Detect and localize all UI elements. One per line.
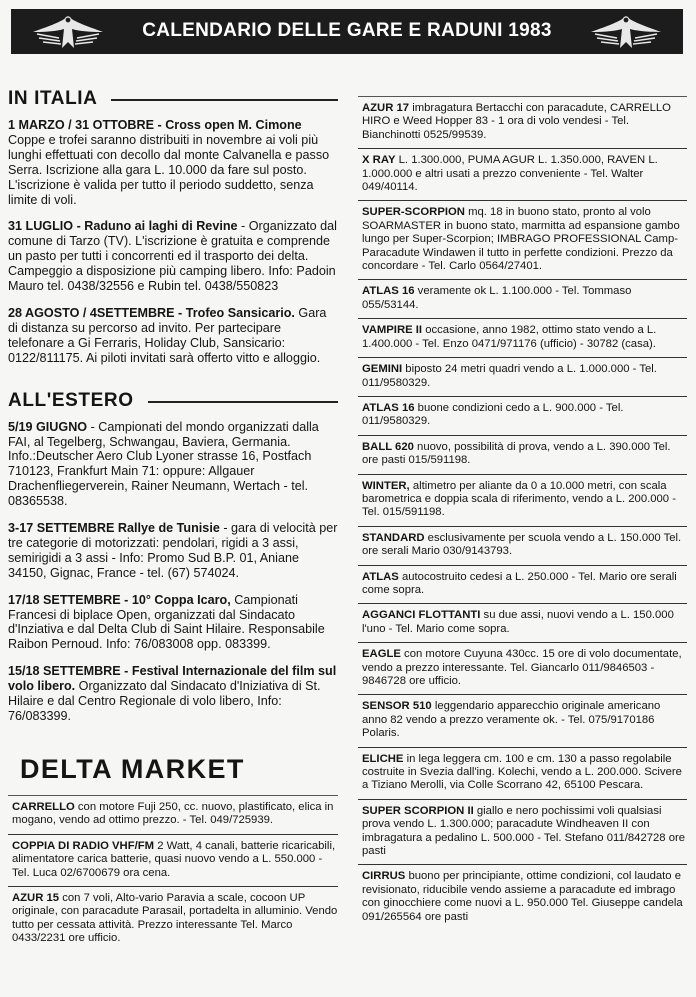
estero-events — [8, 420, 338, 724]
event-entry — [8, 521, 338, 581]
classified-ad — [358, 357, 687, 396]
ad-text: autocostruito cedesi a L. 250.000 - Tel. Mario ore serali come sopra. — [362, 570, 677, 596]
classified-ad — [358, 799, 687, 865]
ad-text: altimetro per aliante da 0 a 10.000 metri, con scala barometrica e doppia scala di riferimento, vendo a L. 200.000 - Tel. 015/591198. — [362, 479, 676, 519]
ad-text: con motore Cuyuna 430cc. 15 ore di volo documentate, vendo a prezzo interessante. Tel. Giancarlo 011/9846503 - 9846728 ore ufficio. — [362, 648, 682, 687]
ad-title: ATLAS — [362, 570, 399, 583]
event-entry — [8, 593, 338, 653]
event-entry — [8, 219, 338, 294]
ad-title: VAMPIRE II — [362, 324, 423, 337]
event-entry — [8, 306, 338, 366]
italia-section-header — [8, 88, 338, 110]
event-title: 15/18 SETTEMBRE - Festival Internazionale del film sul volo libero. — [8, 664, 337, 694]
event-entry — [8, 118, 338, 207]
classified-ad — [358, 565, 687, 604]
event-title: 31 LUGLIO - Raduno ai laghi di Revine — [8, 219, 238, 234]
classified-ad — [358, 526, 687, 565]
page-title: CALENDARIO DELLE GARE E RADUNI 1983 — [142, 20, 552, 41]
ad-title: CIRRUS — [362, 870, 406, 883]
ad-title: ATLAS 16 — [362, 401, 415, 414]
event-text: Coppe e trofei saranno distribuiti in novembre ai voli più lunghi effettuati con decollo dal monte Calvanella e passo Serra. Iscrizione alla gara L. 10.000 da fare sul posto. L'iscrizione è valida per tutto il periodo suddetto, senza limite di voli. — [8, 132, 330, 207]
ad-text: L. 1.300.000, PUMA AGUR L. 1.350.000, RAVEN L. 1.000.000 e altri usati a prezzo conveniente - Tel. Walter 049/40114. — [362, 154, 658, 194]
ad-title: AZUR 15 — [12, 891, 60, 904]
classified-ad — [8, 886, 338, 952]
ad-title: ATLAS 16 — [362, 285, 415, 298]
left-column — [8, 88, 338, 952]
event-title: 28 AGOSTO / 4SETTEMBRE - Trofeo Sansicario. — [8, 305, 295, 320]
event-text: Organizzato dal Sindacato d'Iniziativa di St. Hilaire e dal Centro Regionale di volo libero, Info: 76/083399. — [8, 679, 321, 723]
event-entry — [8, 420, 338, 509]
event-title: 17/18 SETTEMBRE - 10° Coppa Icaro, — [8, 592, 231, 607]
italia-events — [8, 118, 338, 366]
ad-text: con 7 voli, Alto-vario Paravia a scale, cocoon UP originale, con paracadute Parasail, portadelta in alluminio. Vendo tutto per cessata attività. Prezzo interessante Tel. Marco 0433/2231 ore ufficio. — [12, 891, 338, 945]
classified-ad — [358, 396, 687, 435]
ad-text: veramente ok L. 1.100.000 - Tel. Tommaso 055/53144. — [362, 285, 632, 311]
heading-rule — [148, 401, 338, 403]
winged-glider-logo-icon — [587, 12, 665, 52]
ad-title: AZUR 17 — [362, 102, 410, 114]
ad-title: COPPIA DI RADIO VHF/FM — [12, 839, 155, 852]
delta-market-title: DELTA MARKET — [20, 753, 245, 784]
classified-ad — [358, 200, 687, 279]
ad-text: mq. 18 in buono stato, pronto al volo SOARMASTER in buono stato, marmitta ad espansione gambo lungo per Super-Scorpion; IMBRAGO PROFESSIONAL Camp-Paracadute Windawen il tutto in perfette condizioni. Prezzo da concordare - Tel. Carlo 0564/27401. — [362, 206, 680, 273]
classified-ad — [8, 795, 338, 834]
classified-ad — [8, 834, 338, 886]
ad-title: STANDARD — [362, 531, 425, 544]
ad-title: BALL 620 — [362, 440, 414, 453]
ad-text: imbragatura Bertacchi con paracadute, CARRELLO HIRO e Weed Hopper 83 - 1 ora di volo vendesi - Tel. Bianchinotti 0525/99539. — [362, 102, 671, 141]
ad-text: con motore Fuji 250, cc. nuovo, plastificato, elica in mogano, vendo ad ottimo prezzo. - Tel. 049/725939. — [12, 800, 334, 827]
classified-ad — [358, 96, 687, 148]
ad-text: nuovo, possibilità di prova, vendo a L. 390.000 Tel. ore pasti 015/591198. — [362, 440, 671, 467]
ad-title: SENSOR 510 — [362, 700, 432, 713]
event-text: - Organizzato dal comune di Tarzo (TV). L'iscrizione è gratuita e comprende un pasto per tutti i concorrenti ed il trasporto dei delta. Campeggio a disposizione più camping libero. Info: Padoin Mauro tel. 0438/32556 e Rubin tel. 0438/550823 — [8, 219, 337, 294]
heading-rule — [111, 99, 338, 101]
ad-title: CARRELLO — [12, 800, 75, 813]
market-left-ads — [8, 795, 338, 952]
event-title: 5/19 GIUGNO — [8, 419, 88, 434]
ad-text: 2 Watt, 4 canali, batterie ricaricabili, alimentatore carica batterie, quasi nuovo vendo a L. 550.000 - Tel. Luca 02/6700679 ora cena. — [12, 839, 336, 879]
classified-ad — [358, 603, 687, 642]
event-text: - gara di velocità per tre categorie di motorizzati: pendolari, rigidi a 3 assi, semirigidi a 3 assi - Info: Promo Sud B.P. 01, Aniane 34150, Gignac, France - tel. (67) 574024. — [8, 521, 338, 580]
ad-title: EAGLE — [362, 648, 401, 661]
classified-ad — [358, 318, 687, 357]
event-text: Gara di distanza su percorso ad invito. Per partecipare telefonare a Gi Ferraris, Holiday Club, Sansicario: 0122/811175. Ai piloti invitati sarà offerto vitto e alloggio. — [8, 305, 327, 365]
page-header — [11, 9, 683, 54]
ad-text: biposto 24 metri quadri vendo a L. 1.000.000 - Tel. 011/9580329. — [362, 363, 657, 389]
event-text: - Campionati del mondo organizzati dalla FAI, al Tegelberg, Schwangau, Baviera, Germania. Info.:Deutscher Aero Club Lyoner strasse 16, Postfach 710123, Frankfurt Main 71: oppure: Allgauer Drachenfliegerverein, Rainer Neumann, Wertach - tel. 08365538. — [8, 419, 319, 509]
classified-ad — [358, 279, 687, 318]
event-entry — [8, 664, 338, 724]
ad-title: SUPER SCORPION II — [362, 804, 474, 817]
ad-text: su due assi, nuovi vendo a L. 150.000 l'uno - Tel. Mario come sopra. — [362, 609, 674, 635]
classified-ad — [358, 148, 687, 200]
ad-title: GEMINI — [362, 363, 403, 376]
ad-text: buono per principiante, ottime condizioni, col laudato e revisionato, riducibile vendo assieme a paracadute ed imbrago con ginocchiere come nuovi a L. 950.000 Tel. Giuseppe candela 091/265564 ore pasti — [362, 870, 683, 923]
classified-ad — [358, 642, 687, 694]
ad-text: occasione, anno 1982, ottimo stato vendo a L. 1.400.000 - Tel. Enzo 0471/971176 (ufficio) - 30782 (casa). — [362, 324, 657, 350]
classified-ad — [358, 435, 687, 474]
event-title: 1 MARZO / 31 OTTOBRE - Cross open M. Cimone — [8, 118, 302, 132]
ad-title: WINTER, — [362, 479, 410, 492]
classified-ad — [358, 474, 687, 526]
ad-text: giallo e nero pochissimi voli qualsiasi prova vendo L. 1.300.000; paracadute Windheaven II con imbragatura a pedalino L. 500.000 - Tel. Stefano 011/842728 ore pasti — [362, 804, 686, 858]
event-text: Campionati Francesi di biplace Open, organizzati dal Sindacato d'Inziativa e dal Delta Club di Saint Hilaire. Responsabile Raibon Pernoud. Info: 76/083008 opp. 083399. — [8, 592, 325, 652]
italia-heading: IN ITALIA — [8, 88, 98, 109]
estero-section-header — [8, 390, 338, 412]
ad-text: buone condizioni cedo a L. 900.000 - Tel. 011/9580329. — [362, 401, 624, 428]
classified-ad — [358, 694, 687, 746]
estero-heading: ALL'ESTERO — [8, 389, 134, 411]
ad-text: esclusivamente per scuola vendo a L. 150.000 Tel. ore serali Mario 030/9143793. — [362, 531, 682, 558]
ad-title: SUPER-SCORPION — [362, 206, 465, 219]
ad-title: ELICHE — [362, 752, 404, 765]
ad-text: leggendario apparecchio originale americano anno 82 vendo a prezzo veramente ok. - Tel. 075/9170186 Polaris. — [362, 700, 661, 740]
event-title: 3-17 SETTEMBRE Rallye de Tunisie — [8, 521, 220, 536]
ad-title: AGGANCI FLOTTANTI — [362, 609, 481, 622]
ad-title: X RAY — [362, 154, 396, 167]
ad-text: in lega leggera cm. 100 e cm. 130 a passo regolabile costruite in Svezia dall'ing. Kolechi, vendo a L. 200.000. Scivere a Tiziano Merolli, via Colle Scorrano 42, 65100 Pescara. — [362, 752, 682, 792]
classified-ad — [358, 747, 687, 799]
classified-ad — [358, 864, 687, 930]
market-right-ads — [358, 96, 687, 930]
